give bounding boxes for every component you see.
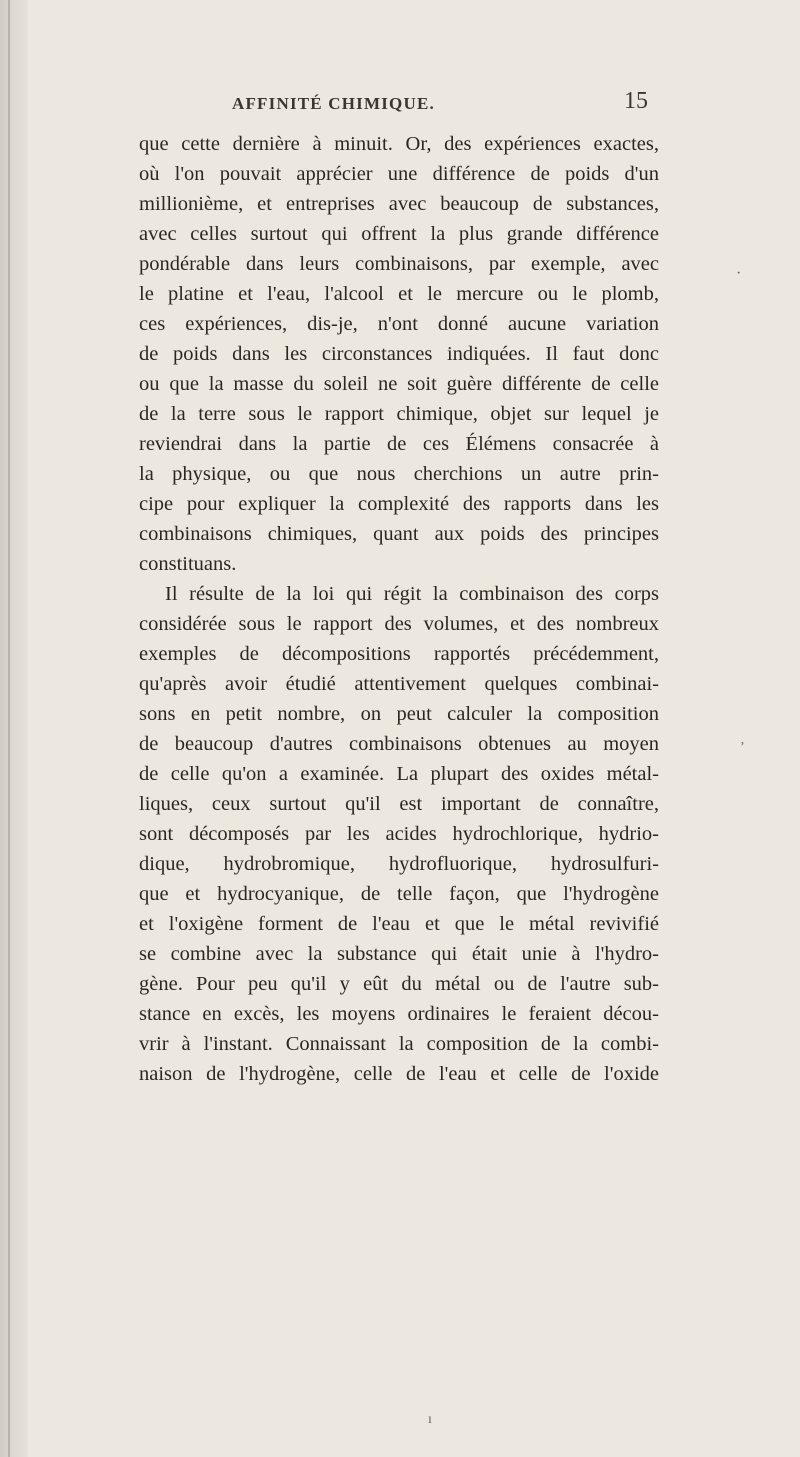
paragraph-start-line: Il résulte de la loi qui régit la combinaison des corps — [165, 583, 659, 605]
text-line: cipe pour expliquer la complexité des rapports dans les — [139, 493, 659, 515]
text-line: où l'on pouvait apprécier une différence de poids d'un — [139, 163, 659, 185]
text-line: exemples de décompositions rapportés précédemment, — [139, 643, 659, 665]
page-number: 15 — [624, 88, 648, 114]
text-line: dique, hydrobromique, hydrofluorique, hydrosulfuri- — [139, 853, 659, 875]
text-line: gène. Pour peu qu'il y eût du métal ou de l'autre sub- — [139, 973, 659, 995]
margin-speck: · — [736, 265, 742, 282]
text-line: considérée sous le rapport des volumes, et des nombreux — [139, 613, 659, 635]
text-line: ou que la masse du soleil ne soit guère différente de celle — [139, 373, 659, 395]
text-line: naison de l'hydrogène, celle de l'eau et celle de l'oxide — [139, 1063, 659, 1085]
text-line: sons en petit nombre, on peut calculer la composition — [139, 703, 659, 725]
text-line: liques, ceux surtout qu'il est important de connaître, — [139, 793, 659, 815]
binding-edge-line — [8, 0, 10, 1457]
text-line: reviendrai dans la partie de ces Élémens consacrée à — [139, 433, 659, 455]
text-line: et l'oxigène forment de l'eau et que le métal revivifié — [139, 913, 659, 935]
text-line: se combine avec la substance qui était unie à l'hydro- — [139, 943, 659, 965]
text-line: constituans. — [139, 553, 237, 575]
text-line: la physique, ou que nous cherchions un autre prin- — [139, 463, 659, 485]
text-line: de celle qu'on a examinée. La plupart des oxides métal- — [139, 763, 659, 785]
text-line: que cette dernière à minuit. Or, des expériences exactes, — [139, 133, 659, 155]
text-line: de beaucoup d'autres combinaisons obtenues au moyen — [139, 733, 659, 755]
text-line: le platine et l'eau, l'alcool et le mercure ou le plomb, — [139, 283, 659, 305]
text-line: sont décomposés par les acides hydrochlorique, hydrio- — [139, 823, 659, 845]
text-line: de poids dans les circonstances indiquées. Il faut donc — [139, 343, 659, 365]
text-line: millionième, et entreprises avec beaucoup de substances, — [139, 193, 659, 215]
text-line: avec celles surtout qui offrent la plus grande différence — [139, 223, 659, 245]
running-title: AFFINITÉ CHIMIQUE. — [232, 94, 435, 113]
paper-speck: ı — [428, 1412, 432, 1427]
text-line: vrir à l'instant. Connaissant la composition de la combi- — [139, 1033, 659, 1055]
text-line: que et hydrocyanique, de telle façon, que l'hydrogène — [139, 883, 659, 905]
text-line: de la terre sous le rapport chimique, objet sur lequel je — [139, 403, 659, 425]
margin-tick: ’ — [740, 740, 745, 755]
text-line: ces expériences, dis-je, n'ont donné aucune variation — [139, 313, 659, 335]
text-line: pondérable dans leurs combinaisons, par exemple, avec — [139, 253, 659, 275]
text-line: stance en excès, les moyens ordinaires le feraient décou- — [139, 1003, 659, 1025]
page-header — [0, 88, 800, 120]
text-line: combinaisons chimiques, quant aux poids des principes — [139, 523, 659, 545]
text-line: qu'après avoir étudié attentivement quelques combinai- — [139, 673, 659, 695]
page-binding-shadow — [0, 0, 28, 1457]
body-text — [139, 129, 659, 1089]
